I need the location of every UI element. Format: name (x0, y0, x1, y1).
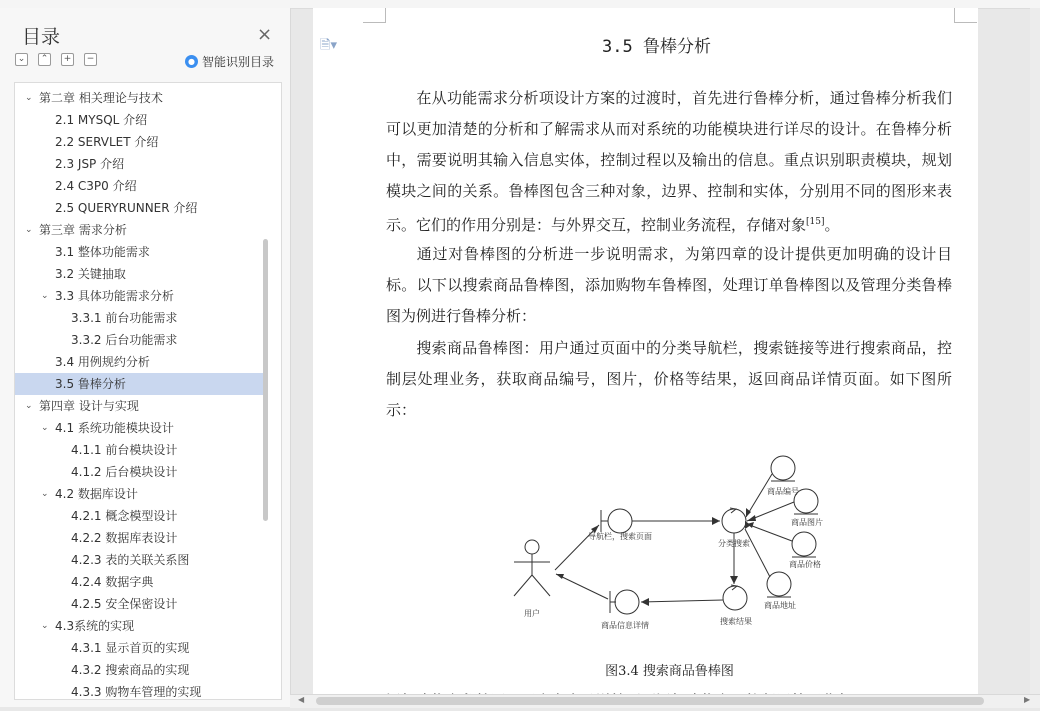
toc-item[interactable] (15, 109, 265, 131)
paragraph-1 (386, 83, 952, 241)
horizontal-scroll-thumb[interactable] (316, 697, 984, 705)
toc-item[interactable] (15, 417, 265, 439)
toc-panel (0, 8, 291, 707)
toc-item-label: 4.3.3 购物车管理的实现 (71, 685, 202, 699)
boundary-1-shape (608, 509, 632, 533)
toc-item[interactable] (15, 593, 265, 615)
toc-item[interactable] (15, 219, 265, 241)
toc-item[interactable] (15, 527, 265, 549)
robustness-diagram (500, 450, 830, 640)
scroll-right-icon[interactable]: ▶ (1024, 695, 1031, 704)
entity-label: 商品图片 (791, 518, 823, 527)
toc-item[interactable] (15, 395, 265, 417)
toc-item-label: 3.2 关键抽取 (55, 267, 126, 281)
toc-item-label: 4.2.1 概念模型设计 (71, 509, 178, 523)
toc-item[interactable] (15, 329, 265, 351)
toc-item[interactable] (15, 483, 265, 505)
toc-item[interactable] (15, 241, 265, 263)
citation[interactable]: [15] (806, 217, 825, 227)
toc-toolbar (15, 53, 97, 66)
paragraph-3 (386, 333, 952, 426)
expand-chevron-icon[interactable]: ⌄ (41, 489, 49, 499)
toc-item[interactable] (15, 131, 265, 153)
toc-tree (14, 82, 282, 700)
smart-toc-label: 智能识别目录 (202, 55, 275, 69)
entity-label: 商品价格 (789, 560, 821, 569)
toc-item-label: 4.1.2 后台模块设计 (71, 465, 178, 479)
toc-item-label: 4.2 数据库设计 (55, 487, 138, 501)
smart-toc-icon: ● (185, 55, 198, 68)
toc-item-label: 2.1 MYSQL 介绍 (55, 113, 148, 127)
paragraph-3-text: 搜索商品鲁棒图：用户通过页面中的分类导航栏，搜索链接等进行搜索商品，控制层处理业务，获取商品编号，图片，价格等结果，返回商品详情页面。如下图所示： (386, 339, 952, 419)
toc-item[interactable] (15, 681, 265, 700)
control-label: 分类搜索 (718, 539, 750, 548)
add-heading-icon[interactable]: + (61, 53, 74, 66)
toc-item[interactable] (15, 351, 265, 373)
toc-item[interactable] (15, 153, 265, 175)
expand-chevron-icon[interactable]: ⌄ (41, 423, 49, 433)
paragraph-2 (386, 239, 952, 332)
toc-item[interactable] (15, 175, 265, 197)
toc-scrollbar[interactable] (263, 239, 268, 521)
vertical-scrollbar[interactable] (1030, 8, 1040, 694)
toc-item-label: 4.3.2 搜索商品的实现 (71, 663, 190, 677)
toc-item[interactable] (15, 549, 265, 571)
toc-item-label: 4.2.2 数据库表设计 (71, 531, 178, 545)
toc-item[interactable] (15, 373, 265, 395)
entity-label: 商品编号 (767, 487, 799, 496)
toc-item-label: 3.3.2 后台功能需求 (71, 333, 178, 347)
toc-item[interactable] (15, 615, 265, 637)
smart-toc-button[interactable] (185, 53, 274, 70)
toc-item-label: 2.4 C3P0 介绍 (55, 179, 137, 193)
expand-chevron-icon[interactable]: ⌄ (25, 401, 33, 411)
toc-item-label: 4.3系统的实现 (55, 619, 135, 633)
expand-chevron-icon[interactable]: ⌄ (25, 225, 33, 235)
toc-item[interactable] (15, 571, 265, 593)
toc-item[interactable] (15, 263, 265, 285)
toc-item-label: 4.1.1 前台模块设计 (71, 443, 178, 457)
expand-chevron-icon[interactable]: ⌄ (41, 621, 49, 631)
toc-item[interactable] (15, 197, 265, 219)
toc-item-label: 3.3 具体功能需求分析 (55, 289, 174, 303)
scroll-left-icon[interactable]: ◀ (298, 695, 305, 704)
actor-label: 用户 (524, 609, 540, 618)
toc-item-label: 第四章 设计与实现 (39, 399, 139, 413)
toc-item[interactable] (15, 439, 265, 461)
toc-item-label: 3.1 整体功能需求 (55, 245, 150, 259)
toc-item[interactable] (15, 505, 265, 527)
entity-label: 商品地址 (764, 601, 796, 610)
section-heading: 3.5 鲁棒分析 (602, 37, 711, 57)
toc-item-label: 3.4 用例规约分析 (55, 355, 150, 369)
toc-item[interactable] (15, 307, 265, 329)
toc-item-label: 第二章 相关理论与技术 (39, 91, 163, 105)
toc-item-label: 第三章 需求分析 (39, 223, 127, 237)
toc-item[interactable] (15, 637, 265, 659)
actor-head (525, 540, 539, 554)
result-label: 搜索结果 (720, 617, 752, 626)
toc-item-label: 3.3.1 前台功能需求 (71, 311, 178, 325)
toc-item-label: 4.2.3 表的关联关系图 (71, 553, 190, 567)
collapse-down-icon[interactable]: ⌄ (15, 53, 28, 66)
toc-list (15, 87, 265, 700)
document-icon[interactable]: 🗎▾ (320, 38, 337, 53)
toc-item-label: 4.3.1 显示首页的实现 (71, 641, 190, 655)
paragraph-1-text: 在从功能需求分析项设计方案的过渡时，首先进行鲁棒分析，通过鲁棒分析我们可以更加清楚的分析和了解需求从而对系统的功能模块进行详尽的设计。在鲁棒分析中，需要说明其输入信息实体，控制过程以及输出的信息。重点识别职责模块，规划模块之间的关系。鲁棒图包含三种对象，边界、控制和实体，分别用不同的图形来表示。它们的作用分别是：与外界交互，控制业务流程，存储对象 (386, 89, 952, 234)
toc-item-label: 4.2.5 安全保密设计 (71, 597, 178, 611)
expand-chevron-icon[interactable]: ⌄ (25, 93, 33, 103)
remove-heading-icon[interactable]: − (84, 53, 97, 66)
boundary-1-label: 导航栏，搜索页面 (588, 532, 652, 541)
close-icon[interactable]: × (257, 24, 273, 45)
toc-item-label: 4.2.4 数据字典 (71, 575, 154, 589)
toc-item[interactable] (15, 285, 265, 307)
collapse-up-icon[interactable]: ⌃ (38, 53, 51, 66)
toc-item-label: 2.3 JSP 介绍 (55, 157, 125, 171)
toc-item[interactable] (15, 659, 265, 681)
toc-title: 目录 (22, 26, 61, 48)
boundary-2-label: 商品信息详情 (601, 621, 649, 630)
toc-item[interactable] (15, 461, 265, 483)
toc-item-label: 2.2 SERVLET 介绍 (55, 135, 159, 149)
toc-item[interactable] (15, 87, 265, 109)
expand-chevron-icon[interactable]: ⌄ (41, 291, 49, 301)
figure-caption: 图3.4 搜索商品鲁棒图 (605, 664, 734, 679)
page-corner-mark (954, 8, 977, 23)
toc-item-label: 4.1 系统功能模块设计 (55, 421, 174, 435)
paragraph-1-end: 。 (824, 216, 840, 234)
control-shape (722, 509, 746, 533)
page-corner-mark (363, 8, 386, 23)
toc-item-label: 3.5 鲁棒分析 (55, 377, 126, 391)
toc-item-label: 2.5 QUERYRUNNER 介绍 (55, 201, 198, 215)
paragraph-2-text: 通过对鲁棒图的分析进一步说明需求，为第四章的设计提供更加明确的设计目标。以下以搜索商品鲁棒图，添加购物车鲁棒图，处理订单鲁棒图以及管理分类鲁棒图为例进行鲁棒分析： (386, 245, 952, 325)
